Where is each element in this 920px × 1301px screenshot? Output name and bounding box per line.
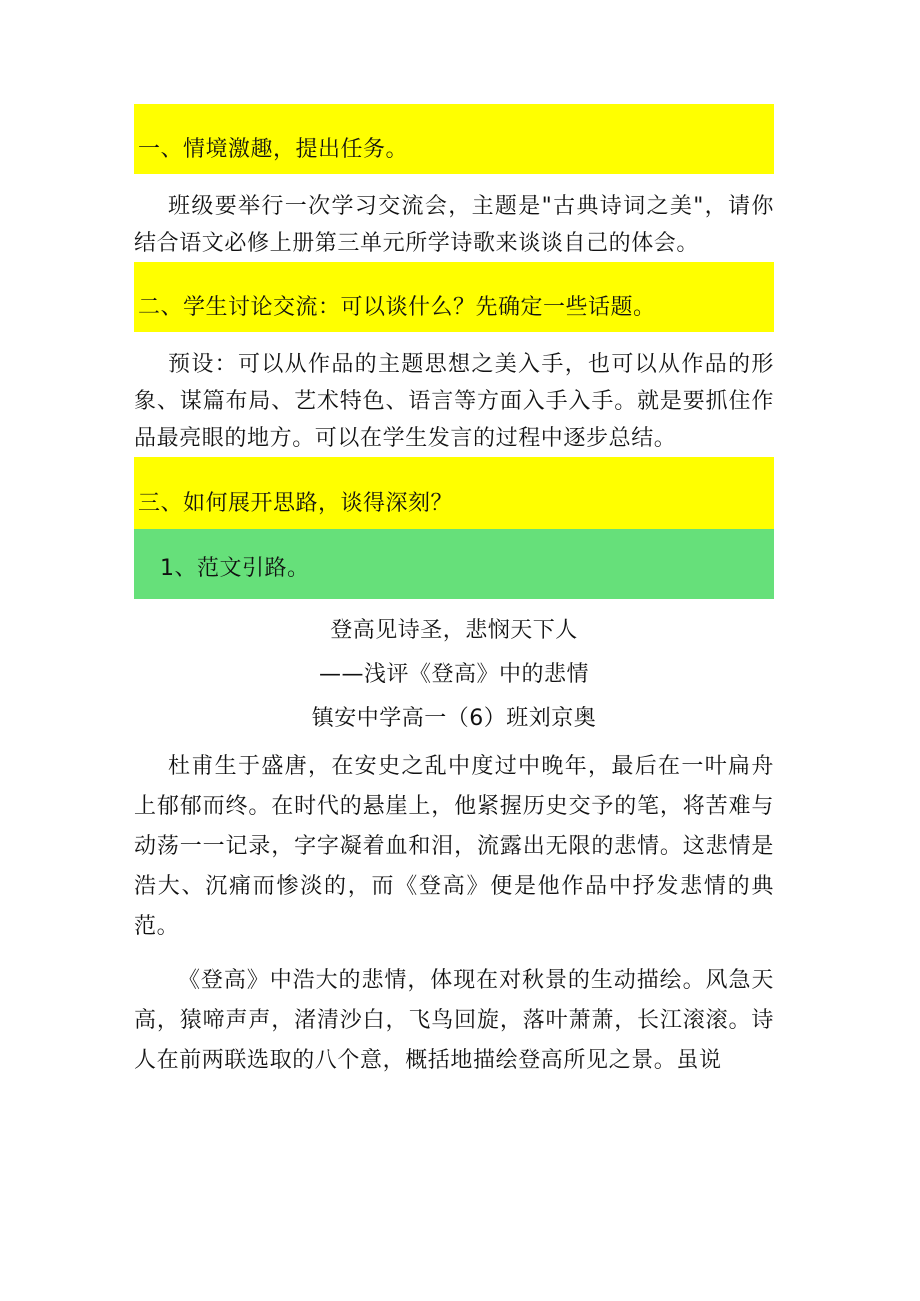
essay-title-block (134, 609, 774, 741)
essay-paragraph-2: 《登高》中浩大的悲情，体现在对秋景的生动描绘。风急天高，猿啼声声，渚清沙白，飞鸟回旋，落叶萧萧，长江滚滚。诗人在前两联选取的八个意，概括地描绘登高所见之景。虽说 (134, 968, 774, 1073)
section-heading-3: 三、如何展开思路，谈得深刻？ (134, 457, 774, 529)
section-heading-1: 一、情境激趣，提出任务。 (134, 104, 774, 174)
paragraph-task: 班级要举行一次学习交流会，主题是"古典诗词之美"，请你结合语文必修上册第三单元所学诗歌来谈谈自己的体会。 (134, 194, 774, 256)
essay-paragraph-1: 杜甫生于盛唐，在安史之乱中度过中晚年，最后在一叶扁舟上郁郁而终。在时代的悬崖上，他紧握历史交予的笔，将苦难与动荡一一记录，字字凝着血和泪，流露出无限的悲情。这悲情是浩大、沉痛而惨淡的，而《登高》便是他作品中抒发悲情的典范。 (134, 754, 774, 939)
subsection-heading-model-essay: 1、范文引路。 (134, 529, 774, 599)
paragraph-preset: 预设：可以从作品的主题思想之美入手，也可以从作品的形象、谋篇布局、艺术特色、语言等方面入手入手。就是要抓住作品最亮眼的地方。可以在学生发言的过程中逐步总结。 (134, 352, 774, 451)
essay-subtitle: ——浅评《登高》中的悲情 (318, 662, 589, 687)
essay-author: 镇安中学高一（6）班刘京奥 (311, 706, 597, 731)
essay-title: 登高见诗圣，悲悯天下人 (330, 618, 578, 643)
section-heading-2: 二、学生讨论交流：可以谈什么？先确定一些话题。 (134, 262, 774, 332)
document-page (134, 104, 774, 1081)
